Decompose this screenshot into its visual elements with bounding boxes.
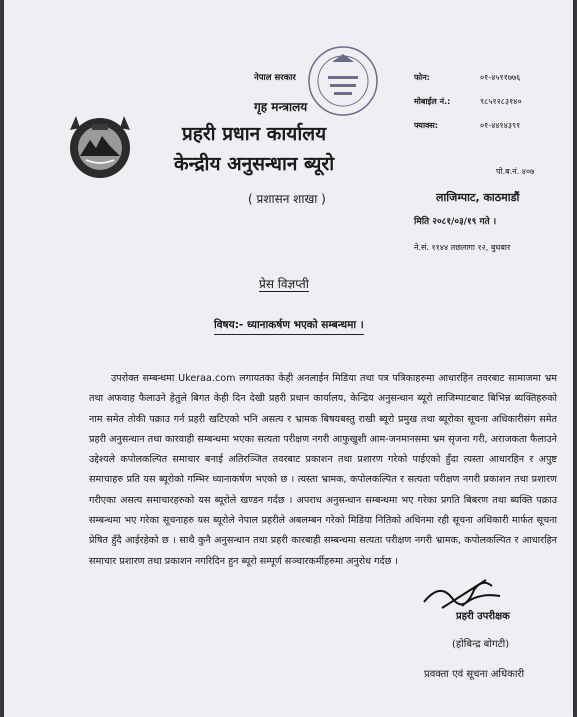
contact-label: फ्याक्स: [414, 121, 438, 130]
nepal-sambat-date: ने.सं. ११४४ तछलागा १२, बुधबार [414, 243, 511, 252]
gov-line: नेपाल सरकार [254, 73, 296, 83]
branch-name: ( प्रशासन शाखा ) [248, 192, 326, 206]
subject-line: विषय:- ध्यानाकर्षण भएको सम्बन्धमा । [214, 318, 364, 335]
date-line: मिति २०८१/०३/१९ गते । [414, 217, 497, 227]
location: लाजिम्पाट, काठमाडौं [436, 191, 520, 204]
office-name: प्रहरी प्रधान कार्यालय [182, 123, 327, 145]
bureau-name: केन्द्रीय अनुसन्धान ब्यूरो [174, 153, 335, 175]
office-stamp-icon [304, 42, 382, 120]
letter-page [4, 0, 573, 717]
body-paragraph: उपरोक्त सम्बन्धमा Ukeraa.com लगायतका केही अनलाईन मिडिया तथा पत्र पत्रिकाहरुमा आधारहिन तवरबाट सामाजमा भ्रम तथा अफवाह फैलाउने हेतुले बिगत केही दिन देखी प्रहरी प्रधान कार्यालय, केन्द्रिय अनुसन्धान ब्यूरो लाजिम्पाटबाट बिभिन्न ब्यक्तिहरुको नाम समेत तोकी पक्राउ गर्न प्रहरी खटिएको भनि असत्य र भ्रामक बिषयबस्तु राखी ब्यूरो प्रमुख तथा ब्यूरोका सूचना अधिकारीसंग समेत प्रहरी अनुसन्धान तथा कारवाही सम्बन्धमा भएका सत्यता परीक्षण नगरी आफुखुशी आम-जनमानसमा भ्रम सृजना गरी, अराजकता फैलाउने उद्देश्यले कपोलकल्पित समाचार बनाई अतिरञ्जित तवरबाट प्रकाशन तथा प्रशारण गरेको पाईएको हुँदा त्यस्ता आधारहिन र अपुष्ट समाचाहरु प्रति यस ब्यूरोको गम्भिर ध्यानाकर्षण भएको छ । त्यस्ता भ्रामक, कपोलकल्पित र सत्यता परीक्षण नगरी प्रकाशन तथा प्रशारण गरीएका असत्य समाचारहरुको यस ब्यूरोले खण्डन गर्दछ । अपराध अनुसन्धान सम्बन्धमा भए गरेका प्रगति बिबरण तथा ब्यक्ति पक्राउ सम्बन्धमा भए गरेका सूचनाहरु यस ब्यूरोले नेपाल प्रहरीले अबलम्बन गरेको मिडिया नितिको अधिनमा रही सूचना अधिकारी मार्फत सूचना प्रेषित हुँदै आईरहेको छ । साथै कुनै अनुसन्धान तथा प्रहरी कारबाही सम्बन्धमा सत्यता परीक्षण नगरी भ्रामक, कपोलकल्पित र आधारहिन समाचार प्रशारण तथा प्रकाशन नगरिदिन हुन ब्यूरो सम्पूर्ण सञ्चारकर्मीहरुमा अनुरोध गर्दछ । [89, 373, 557, 567]
contact-value: ९८५१२८३१४० [480, 97, 522, 106]
nepal-emblem-icon [64, 110, 136, 182]
po-box: पो.ब.नं. ४०७ [496, 167, 535, 176]
doc-title: प्रेस विज्ञप्ती [259, 277, 309, 291]
body-text [89, 369, 557, 572]
signatory-role: प्रवक्ता एवं सूचना अधिकारी [424, 669, 525, 680]
contact-value: ०१-४५११७७६ [480, 73, 521, 82]
signatory-name: (होबिन्द्र बोगटी) [452, 639, 510, 650]
ministry-line: गृह मन्त्रालय [254, 100, 308, 114]
signatory-title: प्रहरी उपरीक्षक [456, 611, 510, 622]
contact-label: मोबाईल नं.: [414, 97, 451, 106]
contact-label: फोन: [414, 73, 430, 82]
contact-value: ०१-४४१४३९१ [480, 121, 521, 130]
